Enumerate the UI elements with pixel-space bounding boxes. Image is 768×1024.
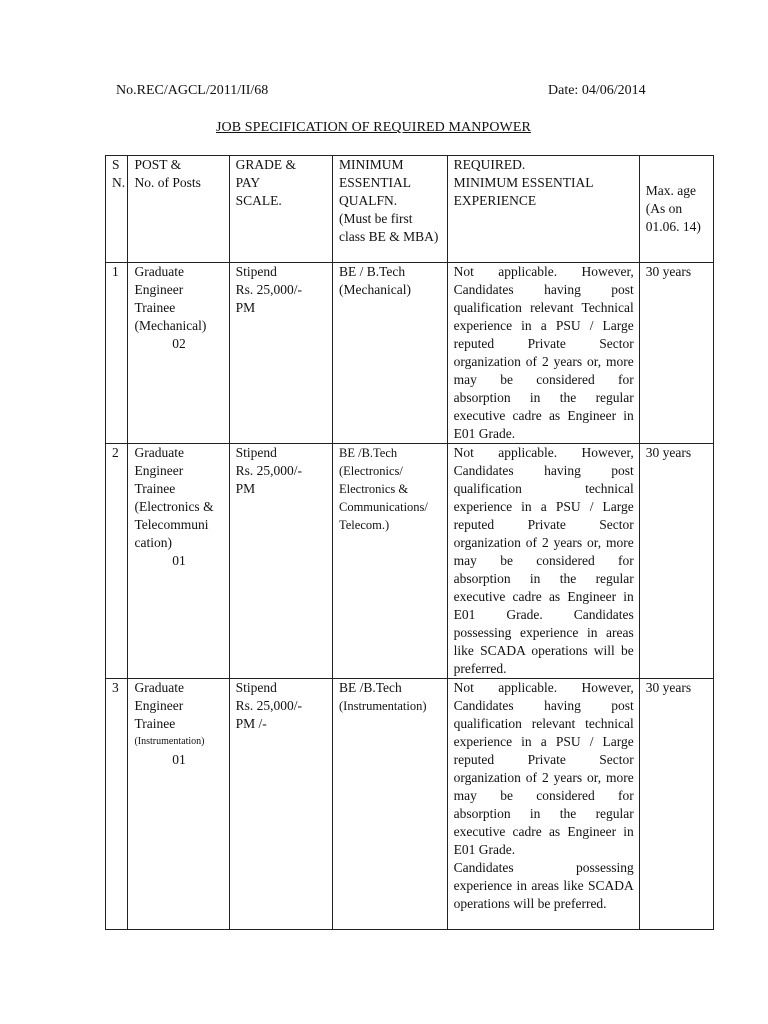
row-post	[128, 679, 229, 930]
post-name: Graduate Engineer Trainee (Electronics & Telecommuni cation)	[134, 445, 214, 550]
table-row	[106, 444, 714, 679]
row-post	[128, 263, 229, 444]
job-specification-table	[105, 155, 714, 930]
row-max-age: 30 years	[639, 263, 713, 444]
header-post: POST & No. of Posts	[128, 156, 229, 263]
post-name: Graduate Engineer Trainee	[134, 680, 184, 731]
reference-number: No.REC/AGCL/2011/II/68	[116, 83, 269, 98]
row-post	[128, 444, 229, 679]
header-qualification: MINIMUM ESSENTIAL QUALFN. (Must be first class BE & MBA)	[333, 156, 448, 263]
qualification-degree: BE /B.Tech	[339, 680, 402, 695]
row-experience: Not applicable. However, Candidates having post qualification technical experience in a PSU / Large reputed Private Sector organization of 2 years or, more may be considered for absorption in the regular executive cadre as Engineer in E01 Grade. Candidates possessing experience in areas like SCADA operations will be preferred.	[447, 444, 639, 679]
row-qualification: BE / B.Tech (Mechanical)	[333, 263, 448, 444]
row-grade: Stipend Rs. 25,000/- PM /-	[229, 679, 332, 930]
table-row	[106, 679, 714, 930]
post-name: Graduate Engineer Trainee (Mechanical)	[134, 264, 207, 333]
row-sn: 1	[106, 263, 128, 444]
post-count: 02	[172, 336, 186, 351]
post-count: 01	[172, 752, 186, 767]
row-grade: Stipend Rs. 25,000/- PM	[229, 263, 332, 444]
header-grade: GRADE & PAY SCALE.	[229, 156, 332, 263]
table-header-row	[106, 156, 714, 263]
header-experience: REQUIRED. MINIMUM ESSENTIAL EXPERIENCE	[447, 156, 639, 263]
qualification-discipline: (Instrumentation)	[339, 699, 427, 713]
header-sn: S N.	[106, 156, 128, 263]
post-count: 01	[172, 553, 186, 568]
row-sn: 2	[106, 444, 128, 679]
row-qualification: BE /B.Tech (Electronics/ Electronics & Communications/ Telecom.)	[333, 444, 448, 679]
row-max-age: 30 years	[639, 444, 713, 679]
row-qualification	[333, 679, 448, 930]
post-discipline: (Instrumentation)	[134, 736, 205, 747]
row-max-age: 30 years	[639, 679, 713, 930]
row-experience	[447, 679, 639, 930]
table-row	[106, 263, 714, 444]
row-experience: Not applicable. However, Candidates having post qualification relevant Technical experience in a PSU / Large reputed Private Sector organization of 2 years or, more may be considered for absorption in the regular executive cadre as Engineer in E01 Grade.	[447, 263, 639, 444]
header-max-age: Max. age (As on 01.06. 14)	[639, 156, 713, 263]
document-title: JOB SPECIFICATION OF REQUIRED MANPOWER	[216, 120, 531, 135]
experience-text: Not applicable. However, Candidates having post qualification relevant technical experience in a PSU / Large reputed Private Sector organization of 2 years or, more may be considered for absorption in the regular executive cadre as Engineer in E01 Grade.	[453, 680, 634, 857]
row-sn: 3	[106, 679, 128, 930]
experience-preference: Candidates possessing experience in areas like SCADA operations will be preferred.	[453, 860, 634, 911]
row-grade: Stipend Rs. 25,000/- PM	[229, 444, 332, 679]
document-date: Date: 04/06/2014	[548, 83, 646, 98]
